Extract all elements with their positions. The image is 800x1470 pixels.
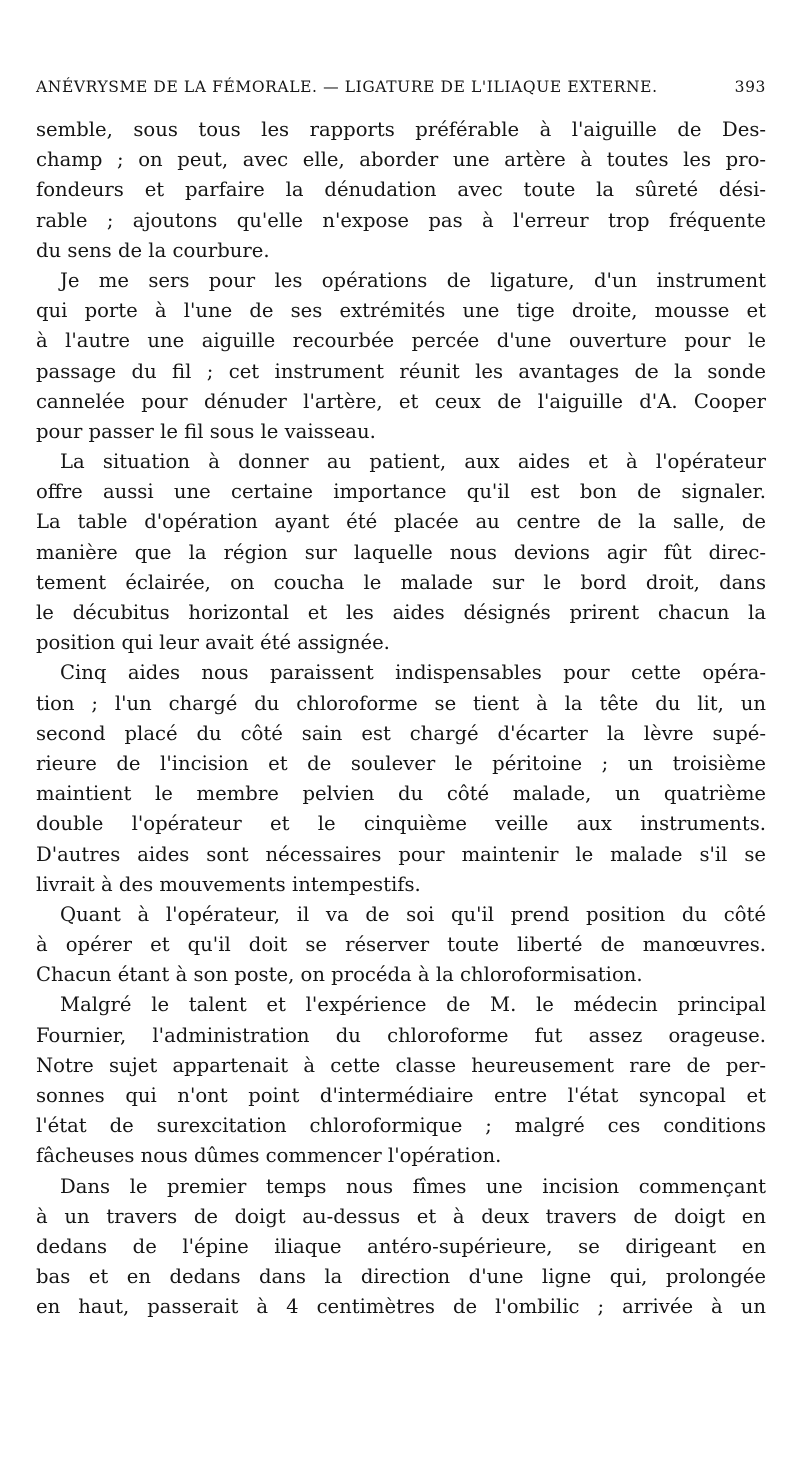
running-title: ANÉVRYSME DE LA FÉMORALE. — LIGATURE DE L'ILIAQUE EXTERNE. bbox=[36, 78, 658, 96]
text-line: manière que la région sur laquelle nous devions agir fût direc- bbox=[36, 540, 766, 564]
text-line: double l'opérateur et le cinquième veille aux instruments. bbox=[36, 812, 766, 836]
text-line: Dans le premier temps nous fîmes une incision commençant bbox=[60, 1174, 766, 1198]
text-line: offre aussi une certaine importance qu'il est bon de signaler. bbox=[36, 480, 766, 504]
text-line: à l'autre une aiguille recourbée percée d'une ouverture pour le bbox=[36, 329, 766, 353]
text-line: position qui leur avait été assignée. bbox=[36, 631, 390, 655]
text-line: Fournier, l'administration du chloroforme fut assez orageuse. bbox=[36, 1023, 766, 1047]
text-line: D'autres aides sont nécessaires pour maintenir le malade s'il se bbox=[36, 842, 766, 866]
text-line: Chacun étant à son poste, on procéda à la chloroformisation. bbox=[36, 963, 643, 987]
page-number: 393 bbox=[734, 78, 766, 96]
text-line: bas et en dedans dans la direction d'une ligne qui, prolongée bbox=[36, 1265, 766, 1289]
text-line: tement éclairée, on coucha le malade sur le bord droit, dans bbox=[36, 570, 766, 594]
page-header bbox=[36, 78, 766, 104]
text-line: à un travers de doigt au-dessus et à deux travers de doigt en bbox=[36, 1204, 766, 1228]
body-text bbox=[36, 115, 766, 1323]
text-line: second placé du côté sain est chargé d'écarter la lèvre supé- bbox=[36, 721, 766, 745]
text-line: livrait à des mouvements intempestifs. bbox=[36, 872, 421, 896]
text-line: Cinq aides nous paraissent indispensables pour cette opéra- bbox=[60, 661, 766, 685]
text-line: rieure de l'incision et de soulever le péritoine ; un troisième bbox=[36, 751, 766, 775]
text-line: fâcheuses nous dûmes commencer l'opération. bbox=[36, 1144, 502, 1168]
text-line: dedans de l'épine iliaque antéro-supérieure, se dirigeant en bbox=[36, 1234, 766, 1258]
text-line: La table d'opération ayant été placée au centre de la salle, de bbox=[36, 510, 766, 534]
text-line: maintient le membre pelvien du côté malade, un quatrième bbox=[36, 782, 766, 806]
text-line: sonnes qui n'ont point d'intermédiaire entre l'état syncopal et bbox=[36, 1084, 766, 1107]
text-line: tion ; l'un chargé du chloroforme se tient à la tête du lit, un bbox=[36, 691, 766, 715]
text-line: Malgré le talent et l'expérience de M. le médecin principal bbox=[60, 993, 766, 1017]
text-line: l'état de surexcitation chloroformique ; malgré ces conditions bbox=[36, 1114, 766, 1138]
text-line: fondeurs et parfaire la dénudation avec toute la sûreté dési- bbox=[36, 178, 766, 202]
text-line: cannelée pour dénuder l'artère, et ceux de l'aiguille d'A. Cooper bbox=[36, 389, 766, 413]
text-line: passage du fil ; cet instrument réunit les avantages de la sonde bbox=[36, 359, 766, 383]
text-line: en haut, passerait à 4 centimètres de l'ombilic ; arrivée à un bbox=[36, 1295, 766, 1319]
text-line: champ ; on peut, avec elle, aborder une artère à toutes les pro- bbox=[36, 148, 766, 172]
text-line: semble, sous tous les rapports préférable à l'aiguille de Des- bbox=[36, 118, 766, 141]
text-line: Quant à l'opérateur, il va de soi qu'il prend position du côté bbox=[60, 902, 766, 926]
text-line: Notre sujet appartenait à cette classe heureusement rare de per- bbox=[36, 1053, 766, 1077]
text-line: le décubitus horizontal et les aides désignés prirent chacun la bbox=[36, 601, 766, 624]
text-line: rable ; ajoutons qu'elle n'expose pas à l'erreur trop fréquente bbox=[36, 208, 766, 232]
text-line: qui porte à l'une de ses extrémités une tige droite, mousse et bbox=[36, 299, 766, 323]
text-line: Je me sers pour les opérations de ligature, d'un instrument bbox=[60, 268, 766, 292]
text-line: à opérer et qu'il doit se réserver toute liberté de manœuvres. bbox=[36, 933, 766, 957]
text-line: pour passer le fil sous le vaisseau. bbox=[36, 419, 376, 443]
text-line: La situation à donner au patient, aux aides et à l'opérateur bbox=[60, 450, 766, 474]
text-line: du sens de la courbure. bbox=[36, 238, 270, 262]
